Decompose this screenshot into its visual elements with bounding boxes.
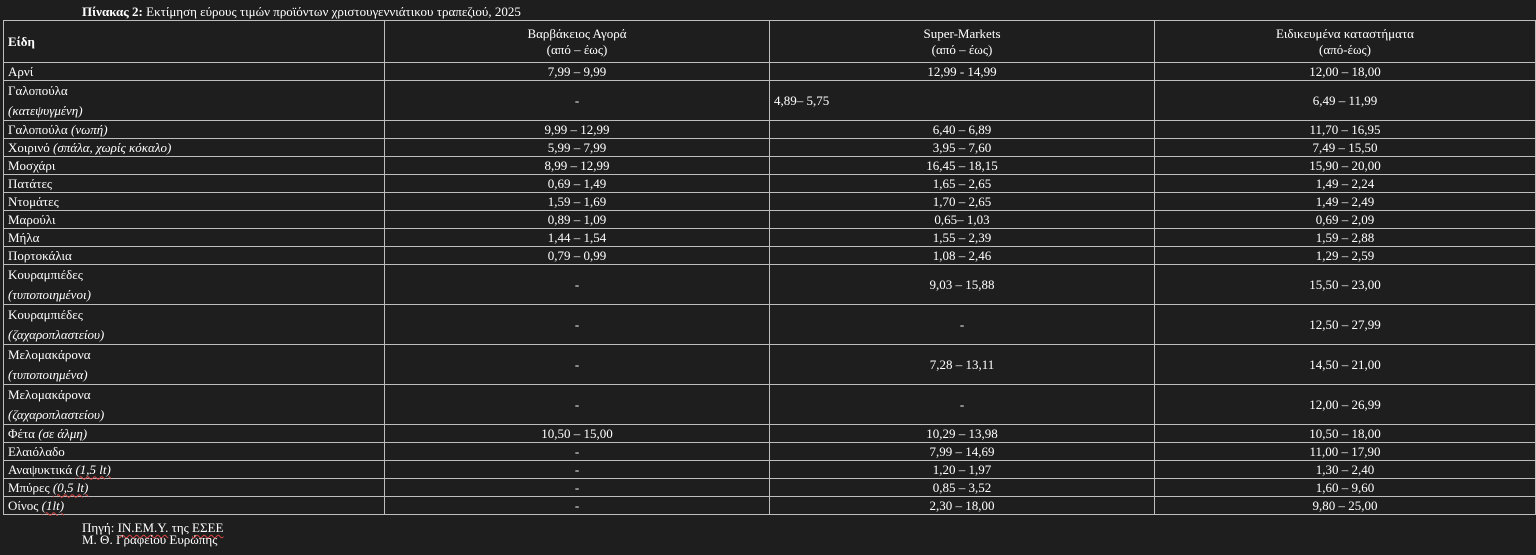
value-supermarkets: 7,28 – 13,11	[770, 345, 1155, 385]
item-cell	[4, 425, 385, 443]
table-row	[4, 305, 1536, 345]
value-supermarkets: 1,65 – 2,65	[770, 175, 1155, 193]
value-specialty-stores: 1,59 – 2,88	[1155, 229, 1536, 247]
item-cell	[4, 193, 385, 211]
value-varvakeios: 1,44 – 1,54	[385, 229, 770, 247]
value-varvakeios: 0,79 – 0,99	[385, 247, 770, 265]
table-row	[4, 63, 1536, 81]
value-specialty-stores: 12,00 – 26,99	[1155, 385, 1536, 425]
item-cell	[4, 121, 385, 139]
item-cell	[4, 63, 385, 81]
item-name: Ντομάτες	[8, 193, 59, 209]
table-row	[4, 247, 1536, 265]
item-qualifier: (ζαχαροπλαστείου)	[8, 406, 105, 422]
item-qualifier: (0,5 lt)	[52, 479, 89, 495]
value-supermarkets: 6,40 – 6,89	[770, 121, 1155, 139]
item-name: Ελαιόλαδο	[8, 443, 65, 459]
table-row	[4, 443, 1536, 461]
table-row	[4, 461, 1536, 479]
value-varvakeios: 0,89 – 1,09	[385, 211, 770, 229]
value-supermarkets: 16,45 – 18,15	[770, 157, 1155, 175]
item-cell	[4, 385, 385, 425]
table-row	[4, 193, 1536, 211]
value-specialty-stores: 7,49 – 15,50	[1155, 139, 1536, 157]
item-cell	[4, 497, 385, 515]
column-header-range: (από – έως)	[546, 41, 608, 57]
value-supermarkets: 0,85 – 3,52	[770, 479, 1155, 497]
value-specialty-stores: 6,49 – 11,99	[1155, 81, 1536, 121]
value-supermarkets: 7,99 – 14,69	[770, 443, 1155, 461]
value-specialty-stores: 11,70 – 16,95	[1155, 121, 1536, 139]
column-header-specialty-stores	[1155, 21, 1536, 63]
item-name: Γαλοπούλα	[8, 121, 68, 137]
items-column-header: Είδη	[4, 21, 385, 63]
table-row	[4, 479, 1536, 497]
item-qualifier: (1lt)	[41, 497, 65, 513]
value-varvakeios: -	[385, 497, 770, 515]
value-supermarkets: 1,08 – 2,46	[770, 247, 1155, 265]
item-name: Μοσχάρι	[8, 157, 56, 173]
item-cell	[4, 139, 385, 157]
value-varvakeios: -	[385, 461, 770, 479]
item-name: Μελομακάρονα	[8, 346, 91, 362]
value-specialty-stores: 1,49 – 2,49	[1155, 193, 1536, 211]
value-varvakeios: -	[385, 443, 770, 461]
value-supermarkets: 4,89– 5,75	[770, 81, 1155, 121]
table-row	[4, 497, 1536, 515]
value-supermarkets: -	[770, 385, 1155, 425]
column-header-range: (από-έως)	[1318, 41, 1372, 57]
item-qualifier: (σε άλμη)	[38, 425, 88, 441]
value-specialty-stores: 9,80 – 25,00	[1155, 497, 1536, 515]
item-cell	[4, 305, 385, 345]
value-supermarkets: 1,70 – 2,65	[770, 193, 1155, 211]
value-specialty-stores: 1,30 – 2,40	[1155, 461, 1536, 479]
value-supermarkets: 1,20 – 1,97	[770, 461, 1155, 479]
value-specialty-stores: 11,00 – 17,90	[1155, 443, 1536, 461]
table-row	[4, 425, 1536, 443]
item-qualifier: (τυποποιημένα)	[8, 366, 88, 382]
value-varvakeios: -	[385, 345, 770, 385]
item-name: Κουραμπιέδες	[8, 266, 83, 282]
item-cell	[4, 443, 385, 461]
item-name: Πατάτες	[8, 175, 53, 191]
value-supermarkets: 1,55 – 2,39	[770, 229, 1155, 247]
value-specialty-stores: 15,90 – 20,00	[1155, 157, 1536, 175]
value-specialty-stores: 12,00 – 18,00	[1155, 63, 1536, 81]
value-supermarkets: 0,65– 1,03	[770, 211, 1155, 229]
item-cell	[4, 461, 385, 479]
table-row	[4, 345, 1536, 385]
column-header-range: (από – έως)	[931, 41, 993, 57]
table-row	[4, 229, 1536, 247]
source-body: ΕΣΕΕ	[192, 520, 224, 535]
item-name: Χοιρινό	[8, 139, 50, 155]
value-specialty-stores: 1,60 – 9,60	[1155, 479, 1536, 497]
item-cell	[4, 247, 385, 265]
column-header-varvakeios	[385, 21, 770, 63]
item-name: Οίνος	[8, 497, 39, 513]
table-row	[4, 81, 1536, 121]
value-varvakeios: 9,99 – 12,99	[385, 121, 770, 139]
caption-text: Εκτίμηση εύρους τιμών προϊόντων χριστουγεννιάτικου τραπεζιού, 2025	[146, 4, 521, 19]
item-name: Πορτοκάλια	[8, 247, 72, 263]
value-varvakeios: -	[385, 305, 770, 345]
table-row	[4, 139, 1536, 157]
item-cell	[4, 211, 385, 229]
item-name: Μελομακάρονα	[8, 386, 91, 402]
value-supermarkets: 9,03 – 15,88	[770, 265, 1155, 305]
value-supermarkets: 3,95 – 7,60	[770, 139, 1155, 157]
value-varvakeios: 7,99 – 9,99	[385, 63, 770, 81]
column-header-title: Super-Markets	[923, 25, 1001, 41]
value-varvakeios: 0,69 – 1,49	[385, 175, 770, 193]
item-cell	[4, 345, 385, 385]
table-caption	[82, 4, 521, 20]
item-qualifier: (τυποποιημένοι)	[8, 286, 91, 302]
item-name: Κουραμπιέδες	[8, 306, 83, 322]
value-supermarkets: 12,99 - 14,99	[770, 63, 1155, 81]
item-name: Γαλοπούλα	[8, 82, 68, 98]
table-row	[4, 175, 1536, 193]
column-header-title: Ειδικευμένα καταστήματα	[1275, 25, 1414, 41]
value-varvakeios: 8,99 – 12,99	[385, 157, 770, 175]
item-cell	[4, 175, 385, 193]
source-org: ΙΝ.ΕΜ.Υ.	[117, 520, 169, 535]
table-row	[4, 265, 1536, 305]
value-specialty-stores: 12,50 – 27,99	[1155, 305, 1536, 345]
table-row	[4, 157, 1536, 175]
value-varvakeios: 5,99 – 7,99	[385, 139, 770, 157]
column-header-supermarkets	[770, 21, 1155, 63]
table-body	[4, 63, 1536, 515]
value-supermarkets: 2,30 – 18,00	[770, 497, 1155, 515]
value-varvakeios: -	[385, 265, 770, 305]
cutoff-text: Μ. Θ. Γραφείου Ευρώπης	[82, 532, 218, 547]
item-name: Αρνί	[8, 63, 34, 79]
item-name: Φέτα	[8, 425, 35, 441]
source-middle: της	[171, 520, 189, 535]
value-varvakeios: -	[385, 81, 770, 121]
caption-label: Πίνακας 2:	[82, 4, 143, 19]
value-varvakeios: -	[385, 385, 770, 425]
value-specialty-stores: 15,50 – 23,00	[1155, 265, 1536, 305]
source-prefix: Πηγή:	[82, 520, 115, 535]
value-specialty-stores: 1,49 – 2,24	[1155, 175, 1536, 193]
item-qualifier: (1,5 lt)	[75, 461, 111, 477]
value-specialty-stores: 10,50 – 18,00	[1155, 425, 1536, 443]
table-header-row	[4, 21, 1536, 63]
table-row	[4, 211, 1536, 229]
item-name: Μήλα	[8, 229, 40, 245]
item-cell	[4, 157, 385, 175]
item-name: Αναψυκτικά	[8, 461, 73, 477]
cutoff-text-line	[82, 532, 218, 547]
table-row	[4, 121, 1536, 139]
item-cell	[4, 479, 385, 497]
table-row	[4, 385, 1536, 425]
item-name: Μαρούλι	[8, 211, 56, 227]
item-cell	[4, 265, 385, 305]
item-name: Μπύρες	[8, 479, 50, 495]
value-supermarkets: -	[770, 305, 1155, 345]
item-qualifier: (νωπή)	[71, 121, 108, 137]
item-qualifier: (ζαχαροπλαστείου)	[8, 326, 105, 342]
value-specialty-stores: 1,29 – 2,59	[1155, 247, 1536, 265]
value-supermarkets: 10,29 – 13,98	[770, 425, 1155, 443]
column-header-title: Βαρβάκειος Αγορά	[527, 25, 627, 41]
item-cell	[4, 81, 385, 121]
value-varvakeios: 10,50 – 15,00	[385, 425, 770, 443]
value-specialty-stores: 0,69 – 2,09	[1155, 211, 1536, 229]
item-cell	[4, 229, 385, 247]
value-varvakeios: 1,59 – 1,69	[385, 193, 770, 211]
value-varvakeios: -	[385, 479, 770, 497]
item-qualifier: (σπάλα, χωρίς κόκαλο)	[53, 139, 172, 155]
price-range-table	[3, 20, 1536, 515]
value-specialty-stores: 14,50 – 21,00	[1155, 345, 1536, 385]
item-qualifier: (κατεψυγμένη)	[8, 102, 83, 118]
